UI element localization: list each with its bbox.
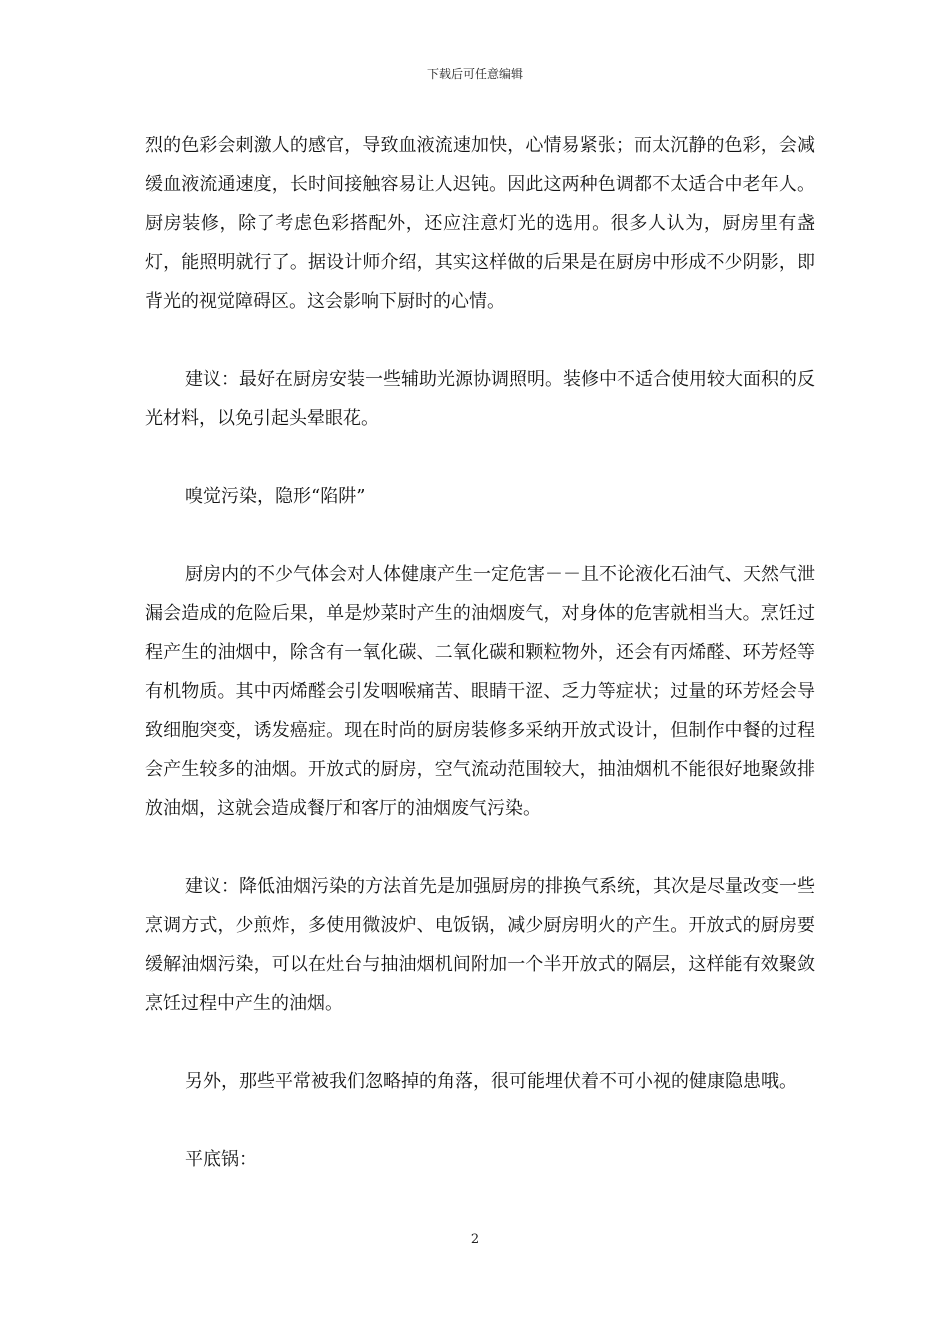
document-body bbox=[145, 126, 815, 1179]
section-heading-smell-pollution: 嗅觉污染，隐形“陷阱” bbox=[185, 486, 366, 507]
page-header: 下载后可任意编辑 bbox=[426, 67, 523, 81]
paragraph-hidden-corners: 另外，那些平常被我们忽略掉的角落，很可能埋伏着不可小视的健康隐患哦。 bbox=[185, 1071, 797, 1092]
section-heading-frying-pan: 平底锅： bbox=[185, 1149, 257, 1170]
page-number: 2 bbox=[470, 1232, 480, 1247]
paragraph-smoke-hazards: 厨房内的不少气体会对人体健康产生一定危害－－且不论液化石油气、天然气泄漏会造成的危险后果，单是炒菜时产生的油烟废气，对身体的危害就相当大。烹饪过程产生的油烟中，除含有一氧化碳、二氧化碳和颗粒物外，还会有丙烯醛、环芳烃等有机物质。其中丙烯醛会引发咽喉痛苦、眼睛干涩、乏力等症状；过量的环芳烃会导致细胞突变，诱发癌症。现在时尚的厨房装修多采纳开放式设计，但制作中餐的过程会产生较多的油烟。开放式的厨房，空气流动范围较大，抽油烟机不能很好地聚敛排放油烟，这就会造成餐厅和客厅的油烟废气污染。 bbox=[145, 564, 815, 819]
paragraph-color-and-lighting: 烈的色彩会刺激人的感官，导致血液流速加快，心情易紧张；而太沉静的色彩，会减缓血液流通速度，长时间接触容易让人迟钝。因此这两种色调都不太适合中老年人。厨房装修，除了考虑色彩搭配外，还应注意灯光的选用。很多人认为，厨房里有盏灯，能照明就行了。据设计师介绍，其实这样做的后果是在厨房中形成不少阴影，即背光的视觉障碍区。这会影响下厨时的心情。 bbox=[145, 135, 815, 312]
paragraph-lighting-suggestion: 建议：最好在厨房安装一些辅助光源协调照明。装修中不适合使用较大面积的反光材料，以免引起头晕眼花。 bbox=[145, 369, 815, 429]
paragraph-smoke-suggestion: 建议：降低油烟污染的方法首先是加强厨房的排换气系统，其次是尽量改变一些烹调方式，少煎炸，多使用微波炉、电饭锅，减少厨房明火的产生。开放式的厨房要缓解油烟污染，可以在灶台与抽油烟机间附加一个半开放式的隔层，这样能有效聚敛烹饪过程中产生的油烟。 bbox=[145, 876, 815, 1014]
